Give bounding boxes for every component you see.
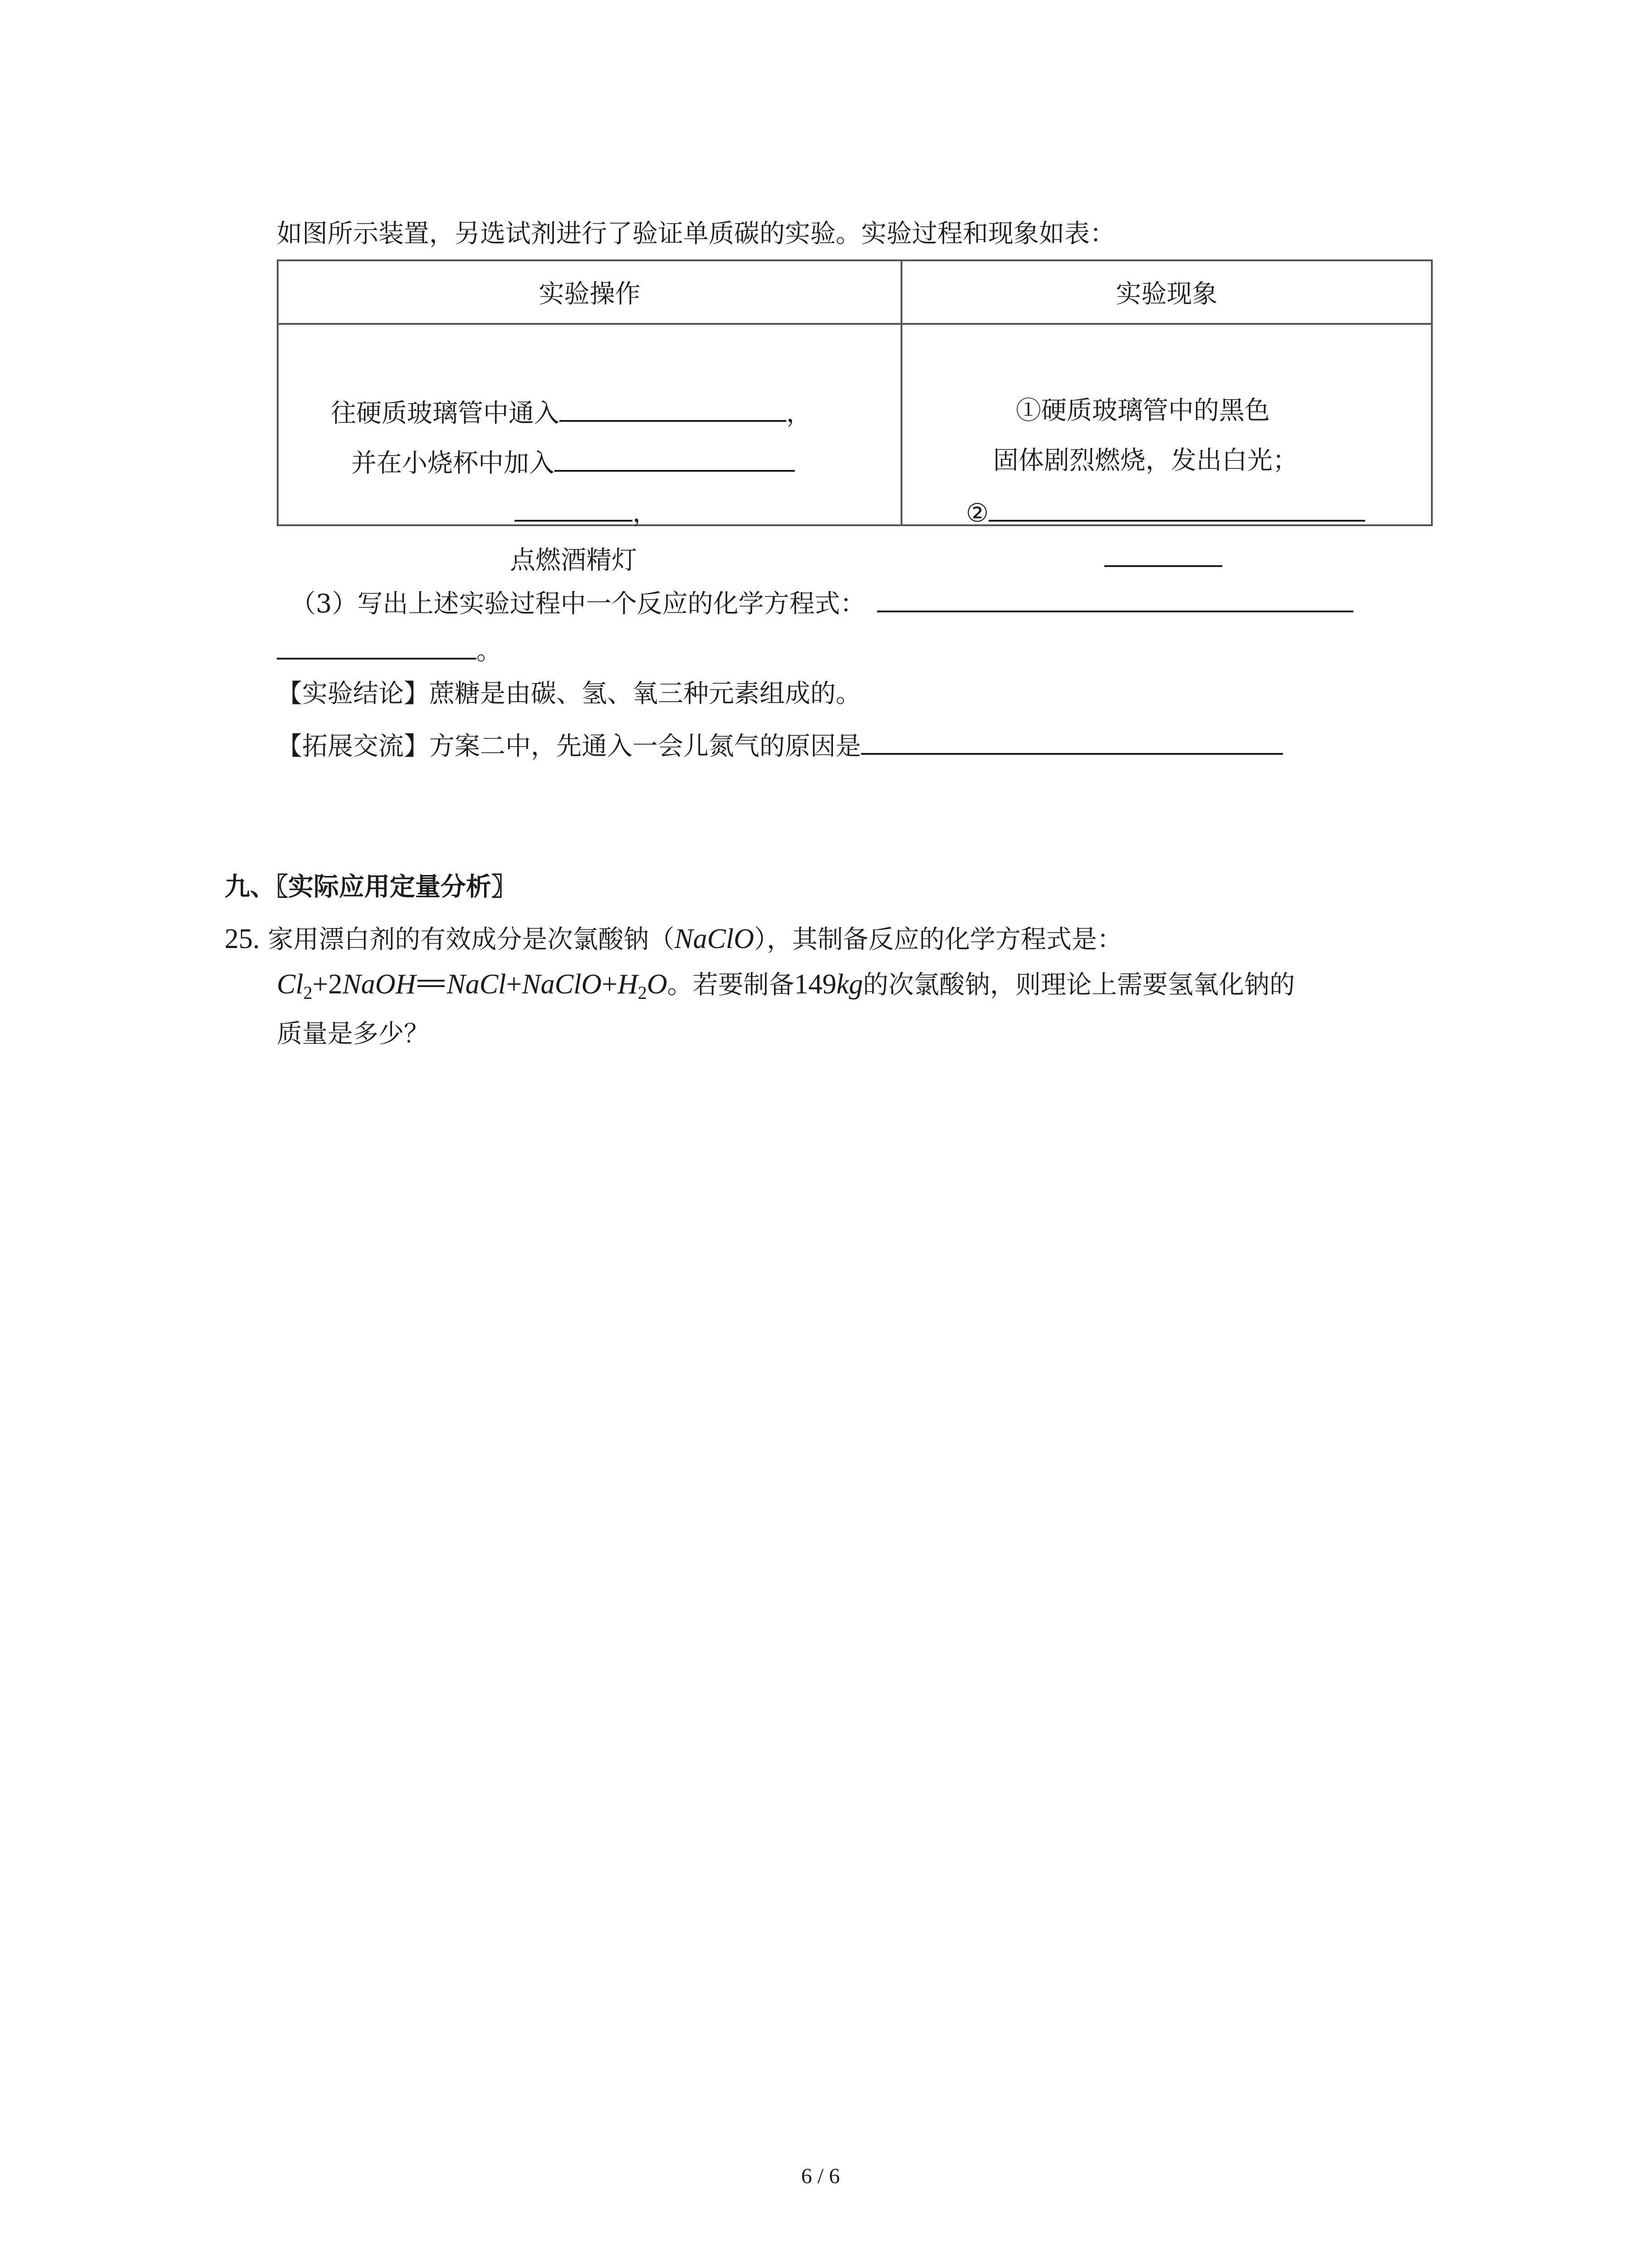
answer-blank-equation[interactable] [877, 583, 1353, 612]
eq-h-sub: 2 [637, 982, 647, 1003]
operation-line1: 往硬质玻璃管中通入 [331, 399, 559, 428]
eq-cl-sub: 2 [303, 982, 313, 1003]
observation-cell [901, 324, 1432, 528]
answer-blank-reagent-cont[interactable] [514, 493, 632, 522]
operation-line1-comma: ， [786, 399, 812, 428]
eq-plus1: +2 [312, 969, 343, 1000]
question-3 [290, 583, 1353, 622]
operation-line3-comma: ， [632, 499, 658, 528]
q25-line2-end: 的次氯酸钠，则理论上需要氢氧化钠的 [863, 970, 1295, 1000]
experiment-table [277, 259, 1433, 575]
question-3-end: 。 [476, 636, 502, 666]
answer-blank-equation-cont[interactable] [277, 631, 476, 660]
q25-mass-unit: kg [836, 969, 863, 1000]
answer-blank-reagent[interactable] [554, 443, 795, 472]
question-25-line2 [277, 966, 1295, 1011]
q25-line1-text: 家用漂白剂的有效成分是次氯酸钠（ [268, 925, 675, 954]
operation-line4: 点燃酒精灯 [510, 546, 637, 575]
operation-cell [278, 324, 901, 575]
observation-line2: 固体剧烈燃烧，发出白光； [993, 446, 1298, 475]
q25-line2-text: 。若要制备 [667, 970, 794, 1000]
question-3-cont [277, 631, 502, 670]
eq-naclo: NaClO [522, 969, 602, 1000]
question-number: 25. [225, 924, 260, 954]
eq-plus2: + [506, 969, 522, 1000]
page-number: 6 / 6 [801, 2164, 840, 2188]
q25-mass-value: 149 [794, 969, 837, 1000]
extension-text: 【拓展交流】方案二中，先通入一会儿氮气的原因是 [277, 732, 861, 761]
observation-line3-mark: ② [966, 499, 989, 528]
question-25-line3: 质量是多少？ [277, 1019, 429, 1049]
conclusion-text: 【实验结论】蔗糖是由碳、氢、氧三种元素组成的。 [277, 679, 861, 709]
section-heading: 九、〖实际应用定量分析〗 [225, 872, 517, 902]
observation-line1: ①硬质玻璃管中的黑色 [1016, 396, 1270, 425]
question-3-text: （3）写出上述实验过程中一个反应的化学方程式： [290, 589, 866, 619]
eq-nacl: NaCl [446, 969, 506, 1000]
eq-plus3: + [602, 969, 618, 1000]
q25-line1-end: ），其制备反应的化学方程式是： [754, 925, 1123, 954]
operation-line2: 并在小烧杯中加入 [351, 449, 554, 478]
equals-sign [417, 980, 445, 987]
table-header-operation: 实验操作 [278, 260, 901, 324]
extension-question [277, 726, 1283, 765]
intro-text: 如图所示装置，另选试剂进行了验证单质碳的实验。实验过程和现象如表： [277, 219, 1115, 249]
eq-naoh: NaOH [342, 969, 416, 1000]
answer-blank-phenomenon-cont[interactable] [1104, 538, 1222, 567]
table-header-observation: 实验现象 [901, 260, 1432, 324]
eq-h: H [617, 969, 638, 1000]
answer-blank-phenomenon[interactable] [989, 493, 1365, 522]
eq-cl: Cl [277, 969, 304, 1000]
eq-o: O [647, 969, 667, 1000]
answer-blank-gas[interactable] [559, 393, 786, 422]
answer-blank-reason[interactable] [861, 726, 1283, 755]
q25-formula-naclo: NaClO [674, 924, 754, 954]
question-25-line1 [225, 921, 1122, 958]
